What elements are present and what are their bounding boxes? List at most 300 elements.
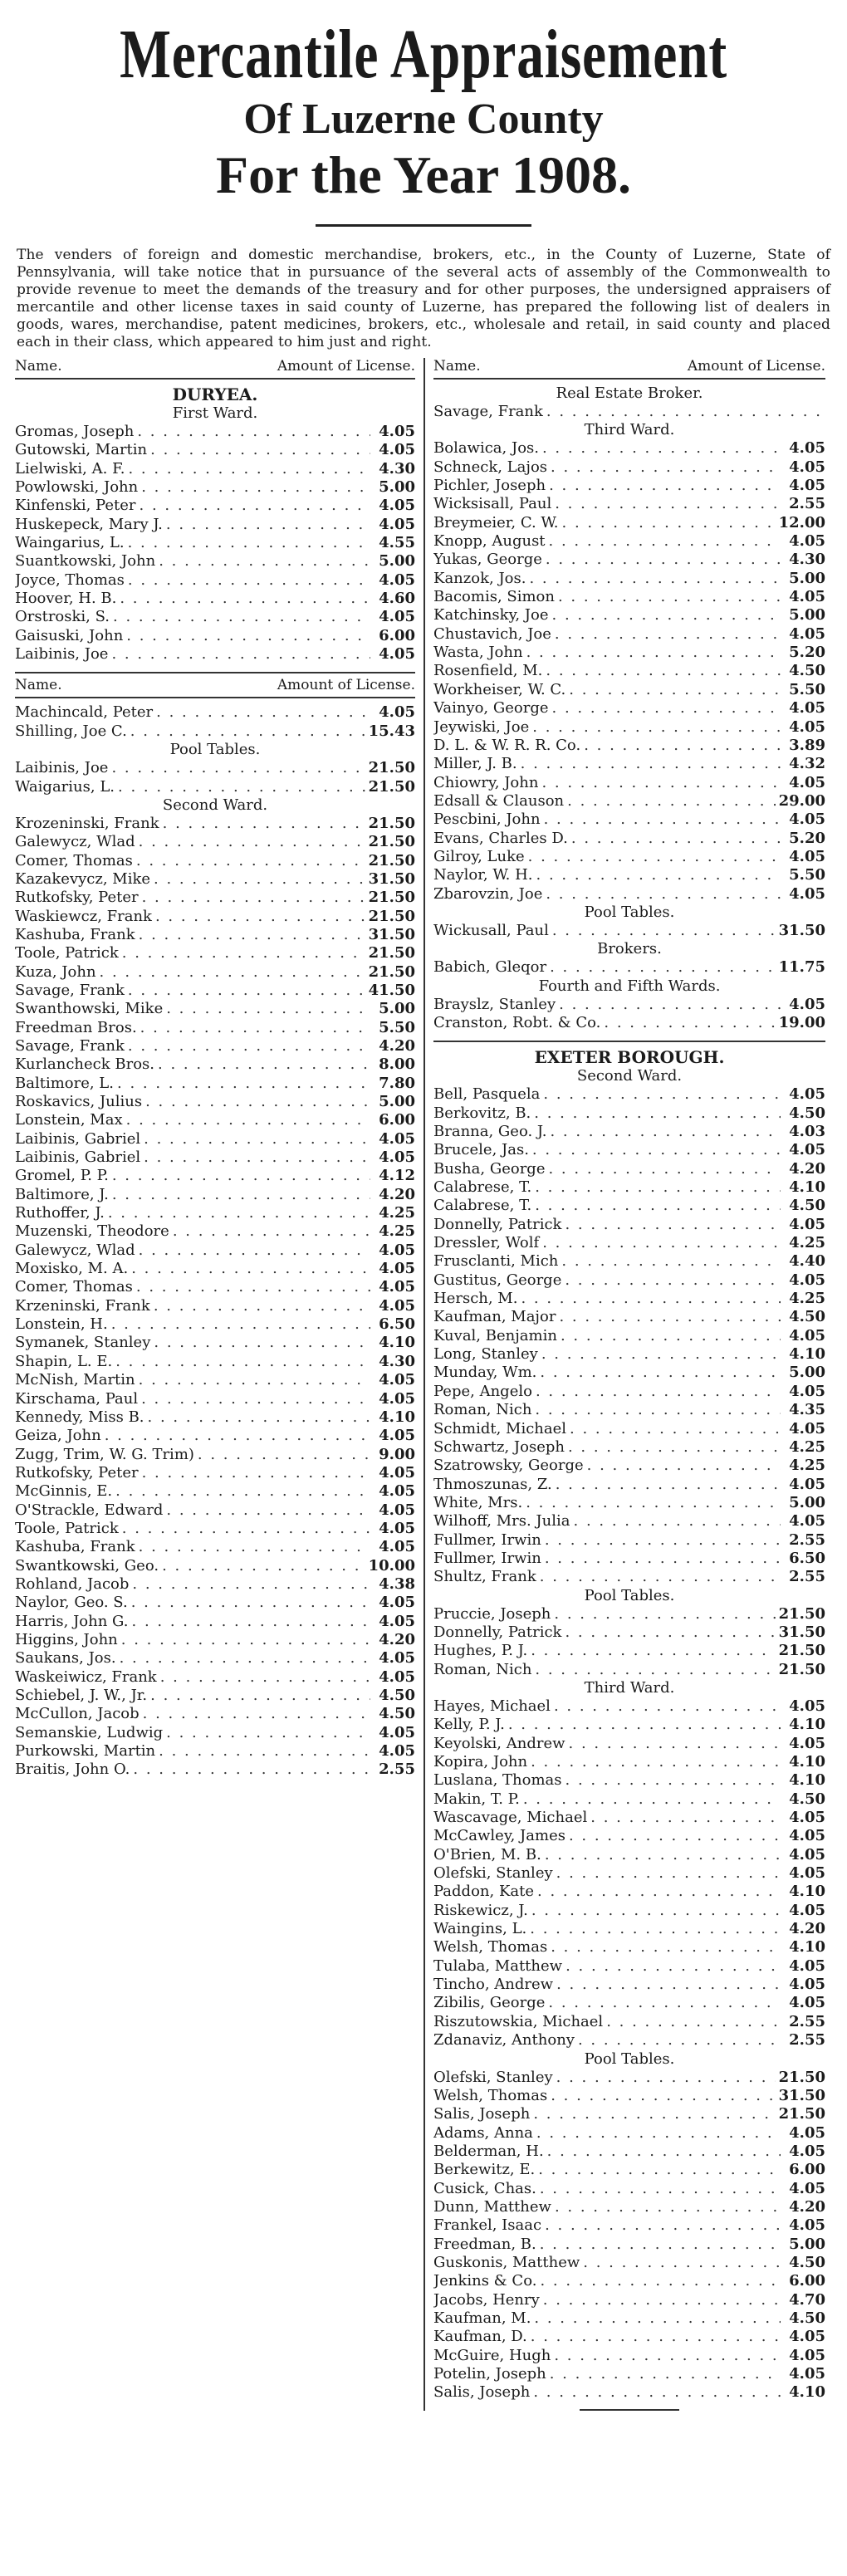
- listing-row: [15, 944, 415, 962]
- listing-row: [15, 1055, 415, 1074]
- listing-row: [15, 1557, 415, 1575]
- license-amount: 4.38: [379, 1574, 415, 1593]
- dealer-name: Krozeninski, Frank: [15, 814, 159, 832]
- license-amount: 4.05: [379, 1278, 415, 1296]
- license-amount: 4.32: [789, 755, 825, 773]
- dealer-name: O'Brien, M. B.: [433, 1845, 541, 1863]
- leader-dots: [111, 645, 370, 664]
- listing-row: [15, 1111, 415, 1129]
- leader-dots: [160, 1668, 370, 1687]
- leader-dots: [155, 908, 365, 926]
- listing-row: [433, 1883, 825, 1901]
- license-amount: 5.50: [789, 866, 825, 884]
- listing-row: [433, 2087, 825, 2105]
- dealer-name: Keyolski, Andrew: [433, 1734, 565, 1752]
- leader-dots: [545, 1550, 781, 1568]
- dealer-name: Evans, Charles D.: [433, 829, 568, 847]
- headline-title: Mercantile Appraisement: [120, 16, 727, 93]
- dealer-name: Zbarovzin, Joe: [433, 884, 543, 903]
- leader-dots: [552, 699, 781, 717]
- license-amount: 4.05: [789, 458, 825, 476]
- leader-dots: [555, 625, 781, 644]
- license-amount: 21.50: [368, 889, 415, 907]
- dealer-name: Toole, Patrick: [15, 944, 119, 962]
- leader-dots: [120, 590, 370, 608]
- leader-dots: [132, 1575, 370, 1594]
- license-amount: 21.50: [368, 777, 415, 796]
- license-amount: 4.05: [789, 532, 825, 551]
- dealer-name: Jenkins & Co.: [433, 2272, 537, 2290]
- license-amount: 4.05: [789, 1809, 825, 1827]
- dealer-name: Fullmer, Irwin: [433, 1549, 541, 1567]
- listing-row: [15, 722, 415, 741]
- listing-row: [15, 1019, 415, 1037]
- dealer-name: Brayslz, Stanley: [433, 995, 556, 1013]
- dealer-name: Suantkowski, John: [15, 552, 156, 571]
- dealer-name: Purkowski, Martin: [15, 1742, 156, 1761]
- leader-dots: [139, 1538, 370, 1556]
- license-amount: 31.50: [778, 2086, 825, 2104]
- license-amount: 29.00: [778, 791, 825, 810]
- dealer-name: Lonstein, Max: [15, 1111, 123, 1129]
- listing-row: [433, 1234, 825, 1252]
- dealer-name: Breymeier, C. W.: [433, 513, 559, 531]
- license-amount: 4.05: [379, 1427, 415, 1445]
- leader-dots: [143, 1705, 370, 1723]
- dealer-name: Gutowski, Martin: [15, 441, 148, 459]
- license-amount: 4.05: [379, 571, 415, 589]
- listing-row: [433, 2254, 825, 2272]
- dealer-name: Hoover, H. B.: [15, 590, 117, 608]
- leader-dots: [561, 1327, 781, 1345]
- leader-dots: [540, 2180, 781, 2198]
- leader-dots: [536, 2124, 781, 2143]
- dealer-name: Pescbini, John: [433, 811, 541, 829]
- listing-row: [433, 662, 825, 680]
- leader-dots: [528, 848, 781, 866]
- license-amount: 5.00: [379, 552, 415, 571]
- headline-rule: [316, 224, 531, 227]
- dealer-name: White, Mrs.: [433, 1493, 523, 1511]
- license-amount: 4.60: [379, 590, 415, 608]
- ward-title: Third Ward.: [584, 1678, 675, 1697]
- listing-row: [433, 588, 825, 606]
- listing-row: [433, 1753, 825, 1771]
- leader-dots: [531, 1902, 781, 1920]
- listing-row: [15, 552, 415, 571]
- license-amount: 4.05: [789, 2328, 825, 2346]
- license-amount: 6.50: [789, 1549, 825, 1567]
- license-amount: 4.05: [379, 1482, 415, 1501]
- license-amount: 5.00: [789, 2235, 825, 2253]
- license-amount: 10.00: [368, 1556, 415, 1574]
- leader-dots: [100, 963, 365, 982]
- listing-row: [15, 926, 415, 944]
- dealer-name: Kaufman, Major: [433, 1308, 556, 1326]
- dealer-name: Chiowry, John: [433, 773, 539, 791]
- leader-dots: [551, 1938, 781, 1956]
- section-title: Real Estate Broker.: [556, 384, 703, 402]
- leader-dots: [158, 1055, 370, 1074]
- leader-dots: [554, 1697, 781, 1716]
- leader-dots: [549, 532, 781, 551]
- leader-dots: [540, 2236, 781, 2254]
- dealer-name: Gilroy, Luke: [433, 847, 525, 865]
- listing-row: [15, 759, 415, 777]
- leader-dots: [537, 1883, 781, 1901]
- leader-dots: [556, 1476, 781, 1494]
- dealer-name: Muzenski, Theodore: [15, 1222, 169, 1241]
- section-title: Pool Tables.: [169, 741, 261, 759]
- listing-row: [433, 495, 825, 513]
- listing-row: [433, 1716, 825, 1734]
- listing-row: [433, 1252, 825, 1271]
- leader-dots: [546, 662, 781, 680]
- listing-row: [433, 1661, 825, 1679]
- listing-row: [15, 1631, 415, 1649]
- dealer-name: Moxisko, M. A.: [15, 1260, 129, 1278]
- leader-dots: [565, 1271, 781, 1290]
- license-amount: 4.05: [789, 1734, 825, 1752]
- leader-dots: [590, 1809, 781, 1827]
- leader-dots: [562, 514, 776, 532]
- dealer-name: Gaisuski, John: [15, 626, 124, 644]
- listing-row: [15, 1705, 415, 1723]
- license-amount: 4.50: [789, 2309, 825, 2327]
- leader-dots: [150, 1687, 370, 1705]
- dealer-name: Bell, Pasquela: [433, 1085, 541, 1104]
- listing-row: [15, 423, 415, 441]
- dealer-name: Wasta, John: [433, 644, 523, 662]
- name-header: Name.: [433, 358, 481, 375]
- license-amount: 7.80: [379, 1074, 415, 1092]
- leader-dots: [565, 1623, 775, 1642]
- leader-dots: [131, 1594, 370, 1612]
- dealer-name: Wicksisall, Paul: [433, 495, 552, 513]
- license-amount: 4.05: [789, 1901, 825, 1919]
- leader-dots: [556, 1976, 781, 1994]
- dealer-name: Waskeiwicz, Frank: [15, 1668, 157, 1686]
- dealer-name: Zdanaviz, Anthony: [433, 2031, 575, 2050]
- dealer-name: O'Strackle, Edward: [15, 1501, 164, 1519]
- dealer-name: Semanskie, Ludwig: [15, 1723, 164, 1741]
- listing-row: [433, 644, 825, 662]
- license-amount: 4.05: [789, 995, 825, 1013]
- license-amount: 5.00: [789, 1493, 825, 1511]
- listing-row: [15, 1222, 415, 1241]
- license-amount: 4.20: [789, 1920, 825, 1938]
- entry-list: [433, 958, 825, 977]
- license-amount: 4.20: [379, 1185, 415, 1203]
- end-rule: [580, 2409, 679, 2411]
- listing-row: [433, 439, 825, 458]
- license-amount: 4.10: [789, 1938, 825, 1956]
- listing-row: [15, 1520, 415, 1538]
- license-amount: 5.00: [379, 1093, 415, 1110]
- dealer-name: Higgins, John: [15, 1630, 118, 1648]
- dealer-name: Riskewicz, J.: [433, 1901, 528, 1919]
- dealer-name: Laibinis, Joe: [15, 645, 109, 664]
- leader-dots: [140, 1019, 370, 1037]
- license-amount: 4.50: [379, 1687, 415, 1704]
- license-amount: 4.10: [789, 1883, 825, 1901]
- leader-dots: [150, 441, 370, 459]
- dealer-name: Machincald, Peter: [15, 703, 154, 722]
- listing-row: [433, 1902, 825, 1920]
- leader-dots: [128, 1037, 370, 1055]
- listing-row: [433, 514, 825, 532]
- listing-row: [15, 1315, 415, 1334]
- leader-dots: [526, 644, 781, 662]
- dealer-name: Pruccie, Joseph: [433, 1604, 551, 1623]
- dealer-name: Shilling, Joe C.: [15, 722, 127, 740]
- license-amount: 21.50: [778, 2105, 825, 2123]
- license-amount: 4.05: [789, 1271, 825, 1289]
- license-amount: 4.05: [789, 1382, 825, 1400]
- leader-dots: [540, 2272, 781, 2290]
- license-amount: 2.55: [789, 495, 825, 513]
- dealer-name: Tulaba, Matthew: [433, 1956, 563, 1975]
- dealer-name: Berkewitz, E.: [433, 2161, 536, 2179]
- license-amount: 4.05: [789, 717, 825, 736]
- dealer-name: Wickusall, Paul: [433, 921, 549, 939]
- listing-row: [433, 1623, 825, 1642]
- license-amount: 21.50: [368, 833, 415, 851]
- listing-row: [433, 2365, 825, 2383]
- leader-dots: [546, 885, 781, 904]
- license-amount: 21.50: [368, 759, 415, 777]
- leader-dots: [533, 2383, 781, 2402]
- leader-dots: [550, 2365, 781, 2383]
- license-amount: 21.50: [368, 944, 415, 962]
- leader-dots: [154, 1297, 370, 1315]
- listing-row: [433, 1771, 825, 1790]
- license-amount: 4.30: [379, 459, 415, 477]
- leader-dots: [131, 1260, 370, 1278]
- leader-dots: [569, 1827, 781, 1845]
- license-amount: 21.50: [368, 814, 415, 832]
- listing-row: [15, 1167, 415, 1185]
- dealer-name: Savage, Frank: [433, 403, 543, 420]
- dealer-name: Olefski, Stanley: [433, 2068, 553, 2086]
- leader-dots: [139, 833, 365, 851]
- listing-row: [15, 1260, 415, 1278]
- dealer-name: Yukas, George: [433, 551, 542, 569]
- entry-list: [15, 759, 415, 796]
- dealer-name: Roskavics, Julius: [15, 1093, 143, 1110]
- license-amount: 4.05: [789, 1827, 825, 1845]
- listing-row: [15, 1575, 415, 1594]
- leader-dots: [531, 1753, 781, 1771]
- listing-row: [15, 1649, 415, 1668]
- leader-dots: [542, 439, 781, 458]
- dealer-name: Miller, J. B.: [433, 755, 517, 773]
- listing-row: [15, 1594, 415, 1612]
- district-duryea: DURYEA.: [172, 384, 258, 404]
- listing-row: [15, 1501, 415, 1520]
- entry-list: [433, 403, 825, 421]
- dealer-name: Roman, Nich: [433, 1401, 532, 1419]
- listing-row: [15, 1353, 415, 1371]
- license-amount: 4.05: [789, 439, 825, 458]
- leader-dots: [198, 1446, 370, 1464]
- dealer-name: Laibinis, Joe: [15, 759, 109, 777]
- leader-dots: [530, 1920, 781, 1938]
- dealer-name: Edsall & Clauson: [433, 791, 565, 810]
- masthead: [8, 3, 839, 227]
- leader-dots: [112, 1167, 370, 1185]
- listing-row: [433, 996, 825, 1014]
- license-amount: 4.05: [789, 1512, 825, 1530]
- leader-dots: [163, 815, 365, 833]
- license-amount: 6.00: [789, 2161, 825, 2179]
- leader-dots: [141, 1390, 370, 1408]
- license-amount: 4.05: [789, 811, 825, 829]
- dealer-name: Braitis, John O.: [15, 1761, 130, 1779]
- dealer-name: Jacobs, Henry: [433, 2290, 540, 2309]
- listing-row: [433, 1994, 825, 2012]
- license-amount: 4.05: [379, 1612, 415, 1630]
- listing-row: [15, 534, 415, 552]
- license-amount: 5.50: [789, 680, 825, 698]
- listing-row: [15, 982, 415, 1000]
- license-amount: 4.50: [379, 1705, 415, 1723]
- leader-dots: [551, 2087, 775, 2105]
- dealer-name: Waingins, L.: [433, 1920, 527, 1938]
- license-amount: 4.35: [789, 1401, 825, 1419]
- dealer-name: Freedman Bros.: [15, 1018, 137, 1036]
- dealer-name: Olefski, Stanley: [433, 1864, 553, 1883]
- leader-dots: [144, 1148, 370, 1167]
- dealer-name: Babich, Gleqor: [433, 958, 547, 977]
- dealer-name: Savage, Frank: [15, 1036, 125, 1055]
- license-amount: 9.00: [379, 1445, 415, 1463]
- license-amount: 4.05: [379, 1389, 415, 1408]
- leader-dots: [536, 1383, 781, 1401]
- license-amount: 4.05: [789, 1697, 825, 1715]
- license-amount: 4.05: [789, 1141, 825, 1159]
- license-amount: 4.05: [789, 1215, 825, 1233]
- dealer-name: Potelin, Joseph: [433, 2365, 546, 2383]
- license-amount: 4.10: [379, 1334, 415, 1352]
- section-title: Pool Tables.: [584, 1586, 675, 1604]
- entry-list: [433, 2069, 825, 2402]
- listing-row: [15, 1297, 415, 1315]
- dealer-name: Welsh, Thomas: [433, 2086, 548, 2104]
- dealer-name: Wilhoff, Mrs. Julia: [433, 1512, 570, 1530]
- listing-row: [15, 889, 415, 907]
- leader-dots: [569, 1735, 781, 1753]
- dealer-name: Laibinis, Gabriel: [15, 1148, 141, 1167]
- dealer-name: Kashuba, Frank: [15, 1538, 135, 1556]
- license-amount: 2.55: [789, 2031, 825, 2050]
- dealer-name: Kazakevycz, Mike: [15, 869, 151, 888]
- listing-row: [433, 1976, 825, 1994]
- dealer-name: Katchinsky, Joe: [433, 606, 549, 624]
- listing-row: [15, 963, 415, 982]
- leader-dots: [538, 2161, 781, 2179]
- leader-dots: [548, 1994, 781, 2012]
- dealer-name: Saukans, Jos.: [15, 1649, 116, 1668]
- license-amount: 21.50: [778, 2068, 825, 2086]
- listing-row: [15, 1204, 415, 1222]
- listing-row: [15, 441, 415, 459]
- listing-row: [433, 885, 825, 904]
- leader-dots: [543, 2291, 781, 2309]
- leader-dots: [113, 608, 370, 626]
- leader-dots: [115, 1353, 370, 1371]
- leader-dots: [550, 958, 776, 977]
- listing-row: [433, 1790, 825, 1809]
- dealer-name: Rosenfield, M.: [433, 662, 543, 680]
- license-amount: 4.05: [789, 1326, 825, 1344]
- dealer-name: D. L. & W. R. R. Co.: [433, 736, 581, 754]
- dealer-name: Kopira, John: [433, 1753, 528, 1770]
- leader-dots: [535, 1661, 775, 1679]
- dealer-name: Gromas, Joseph: [15, 423, 135, 440]
- license-amount: 4.55: [379, 534, 415, 552]
- listing-row: [15, 703, 415, 722]
- listing-row: [433, 1642, 825, 1660]
- listing-row: [15, 1037, 415, 1055]
- dealer-name: Comer, Thomas: [15, 1278, 133, 1296]
- license-amount: 4.20: [789, 2197, 825, 2216]
- license-amount: 4.05: [379, 1538, 415, 1556]
- license-amount: 4.50: [789, 1104, 825, 1122]
- license-amount: 4.05: [379, 1723, 415, 1741]
- dealer-name: Berkovitz, B.: [433, 1104, 531, 1122]
- leader-dots: [145, 1093, 370, 1111]
- leader-dots: [541, 1345, 781, 1364]
- license-amount: 4.50: [789, 1308, 825, 1326]
- dealer-name: Pichler, Joseph: [433, 477, 546, 495]
- dealer-name: Powlowski, John: [15, 478, 139, 497]
- leader-dots: [529, 570, 781, 588]
- listing-row: [15, 1186, 415, 1204]
- listing-row: [433, 1271, 825, 1290]
- leader-dots: [545, 1846, 781, 1864]
- listing-row: [433, 1827, 825, 1845]
- leader-dots: [148, 1408, 370, 1427]
- license-amount: 8.00: [379, 1055, 415, 1074]
- license-amount: 15.43: [368, 722, 415, 740]
- dealer-name: Galewycz, Wlad: [15, 1241, 135, 1259]
- listing-row: [433, 699, 825, 717]
- name-header: Name.: [15, 358, 62, 375]
- dealer-name: Busha, George: [433, 1159, 546, 1178]
- listing-row: [433, 1568, 825, 1586]
- listing-row: [433, 2309, 825, 2328]
- dealer-name: Kelly, P. J.: [433, 1716, 505, 1734]
- listing-row: [15, 1075, 415, 1093]
- listing-row: [15, 1130, 415, 1148]
- license-amount: 4.05: [789, 773, 825, 791]
- listing-row: [15, 460, 415, 478]
- dealer-name: Frusclanti, Mich: [433, 1252, 559, 1271]
- license-amount: 4.05: [379, 645, 415, 664]
- listing-row: [15, 516, 415, 534]
- leader-dots: [559, 1308, 781, 1326]
- license-amount: 4.05: [379, 703, 415, 722]
- license-amount: 4.05: [789, 1976, 825, 1994]
- leader-dots: [130, 722, 365, 741]
- license-amount: 6.50: [379, 1315, 415, 1334]
- leader-dots: [128, 982, 365, 1000]
- listing-row: [433, 1846, 825, 1864]
- dealer-name: Hughes, P. J.: [433, 1642, 528, 1660]
- leader-dots: [154, 1334, 370, 1352]
- leader-dots: [554, 1605, 775, 1623]
